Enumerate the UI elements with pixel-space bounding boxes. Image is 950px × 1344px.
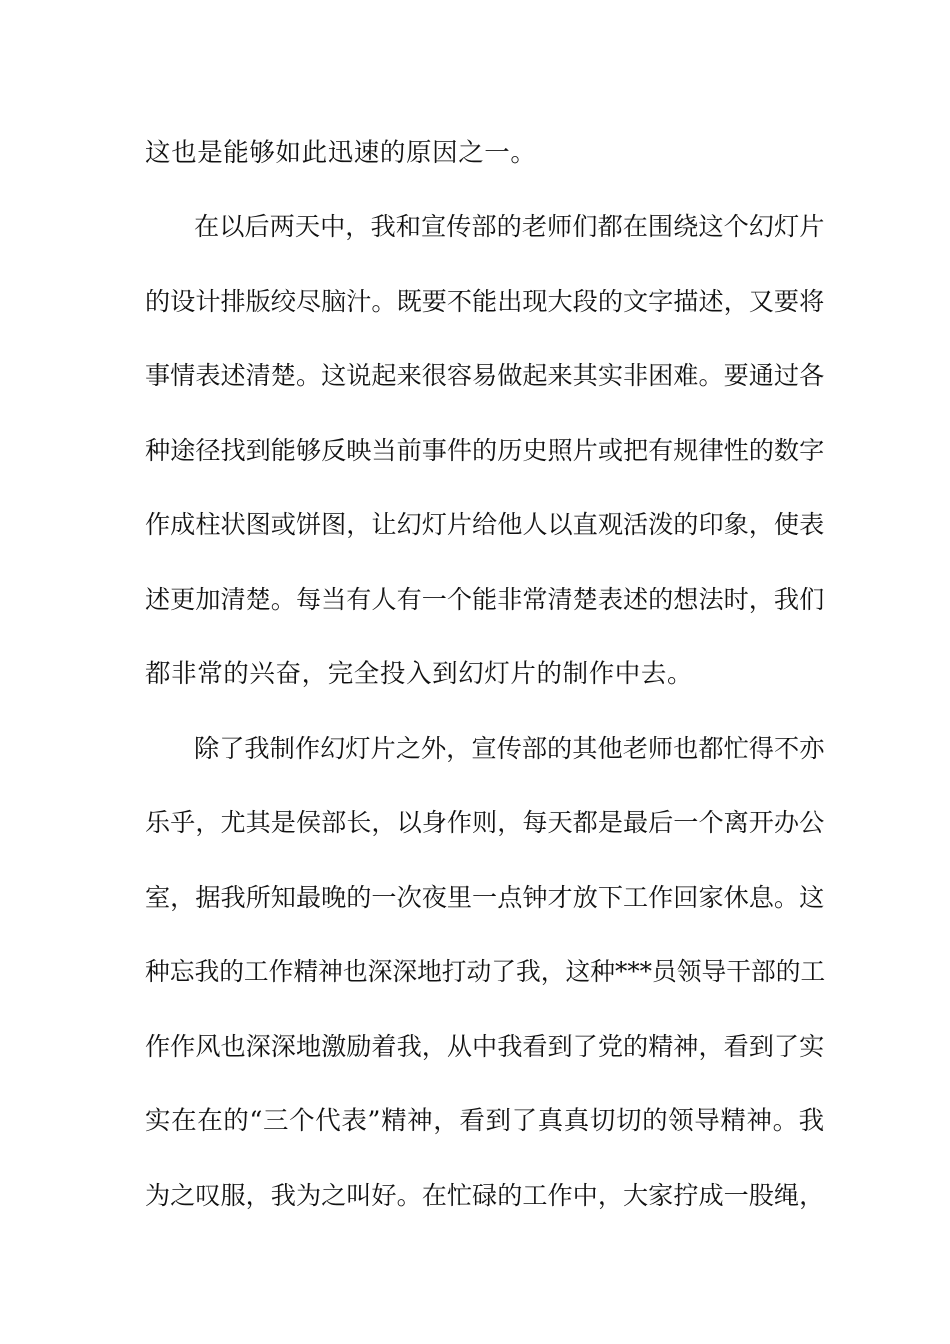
text-line: 都非常的兴奋，完全投入到幻灯片的制作中去。 — [145, 659, 694, 689]
text-line: 事情表述清楚。这说起来很容易做起来其实非困难。要通过各 — [145, 361, 825, 390]
text-line: 作成柱状图或饼图，让幻灯片给他人以直观活泼的印象，使表 — [145, 510, 825, 539]
text-line: 述更加清楚。每当有人有一个能非常清楚表述的想法时，我们 — [145, 585, 825, 614]
text-line: 实在在的“三个代表”精神，看到了真真切切的领导精神。我 — [145, 1106, 825, 1136]
text-line: 这也是能够如此迅速的原因之一。 — [145, 138, 537, 168]
text-line: 种途径找到能够反映当前事件的历史照片或把有规律性的数字 — [145, 436, 825, 465]
paragraph-first-line: 在以后两天中，我和宣传部的老师们都在围绕这个幻灯片 — [194, 212, 825, 241]
text-line: 的设计排版绞尽脑汁。既要不能出现大段的文字描述，又要将 — [145, 287, 825, 316]
text-line: 作作风也深深地激励着我，从中我看到了党的精神，看到了实 — [145, 1032, 825, 1061]
text-line: 乐乎，尤其是侯部长，以身作则，每天都是最后一个离开办公 — [145, 808, 825, 837]
text-line: 为之叹服，我为之叫好。在忙碌的工作中，大家拧成一股绳， — [145, 1181, 825, 1210]
text-line: 室，据我所知最晚的一次夜里一点钟才放下工作回家休息。这 — [145, 883, 825, 912]
text-line: 种忘我的工作精神也深深地打动了我，这种***员领导干部的工 — [145, 957, 826, 986]
paragraph-first-line: 除了我制作幻灯片之外，宣传部的其他老师也都忙得不亦 — [194, 734, 825, 763]
